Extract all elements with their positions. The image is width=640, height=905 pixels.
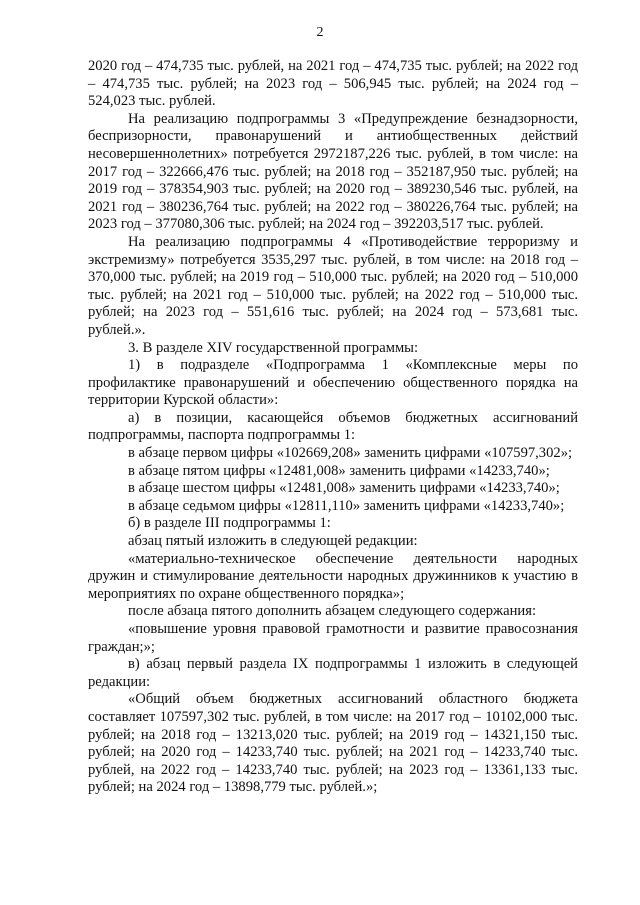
paragraph-abzac-5-edit: абзац пятый изложить в следующей редакции: [128, 533, 418, 550]
document-body [88, 58, 578, 797]
paragraph-abzac-6: в абзаце шестом цифры «12481,008» заменить цифрами «14233,740»; [128, 480, 560, 497]
paragraph-abzac-1: в абзаце первом цифры «102669,208» заменить цифрами «107597,302»; [128, 445, 573, 462]
paragraph-item-a: а) в позиции, касающейся объемов бюджетных ассигнований подпрограммы, паспорта подпрограммы 1: [88, 409, 578, 444]
paragraph-subprogram-3: На реализацию подпрограммы 3 «Предупреждение безнадзорности, беспризорности, правонарушений и антиобщественных действий несовершеннолетних» потребуется 2972187,226 тыс. рублей, в том числе: на 2017 год – 322666,476 тыс. рублей; на 2018 год – 352187,950 тыс. рублей; на 2019 год – 378354,903 тыс. рублей; на 2020 год – 389230,546 тыс. рублей, на 2021 год – 380236,764 тыс. рублей; на 2022 год – 380226,764 тыс. рублей; на 2023 год – 377080,306 тыс. рублей; на 2024 год – 392203,517 тыс. рублей. [88, 110, 578, 233]
paragraph-subsection-1: 1) в подразделе «Подпрограмма 1 «Комплексные меры по профилактике правонарушений и обеспечению общественного порядка на территории Курской области»: [88, 357, 578, 409]
paragraph-total-budget: «Общий объем бюджетных ассигнований областного бюджета составляет 107597,302 тыс. рублей, в том числе: на 2017 год – 10102,000 тыс. рублей; на 2018 год – 13213,020 тыс. рублей; на 2019 год – 14321,150 тыс. рублей; на 2020 год – 14233,740 тыс. рублей; на 2021 год – 14233,740 тыс. рублей, на 2022 год – 14233,740 тыс. рублей; на 2023 год – 13361,133 тыс. рублей; на 2024 год – 13898,779 тыс. рублей.»; [88, 691, 578, 796]
paragraph-add-abzac: после абзаца пятого дополнить абзацем следующего содержания: [128, 603, 536, 620]
paragraph-abzac-5: в абзаце пятом цифры «12481,008» заменить цифрами «14233,740»; [128, 462, 550, 479]
paragraph-material-support: «материально-техническое обеспечение деятельности народных дружин и стимулирование деятельности народных дружинников к участию в мероприятиях по охране общественного порядка»; [88, 550, 578, 602]
paragraph-budget-tail: 2020 год – 474,735 тыс. рублей, на 2021 год – 474,735 тыс. рублей; на 2022 год – 474,735 тыс. рублей; на 2023 год – 506,945 тыс. рублей; на 2024 год – 524,023 тыс. рублей. [88, 58, 578, 110]
paragraph-item-v: в) абзац первый раздела IX подпрограммы 1 изложить в следующей редакции: [88, 656, 578, 690]
page-number: 2 [316, 25, 324, 40]
paragraph-abzac-7: в абзаце седьмом цифры «12811,110» заменить цифрами «14233,740»; [128, 497, 565, 514]
paragraph-legal-literacy: «повышение уровня правовой грамотности и развитие правосознания граждан;»; [88, 621, 578, 655]
paragraph-section-xiv: 3. В разделе XIV государственной программы: [128, 339, 419, 356]
paragraph-item-b: б) в разделе III подпрограммы 1: [128, 515, 331, 532]
paragraph-subprogram-4: На реализацию подпрограммы 4 «Противодействие терроризму и экстремизму» потребуется 3535,297 тыс. рублей, в том числе: на 2018 год – 370,000 тыс. рублей; на 2019 год – 510,000 тыс. рублей; на 2020 год – 510,000 тыс. рублей; на 2021 год – 510,000 тыс. рублей; на 2022 год – 510,000 тыс. рублей; на 2023 год – 551,616 тыс. рублей; на 2024 год – 573,681 тыс. рублей.». [88, 233, 578, 338]
